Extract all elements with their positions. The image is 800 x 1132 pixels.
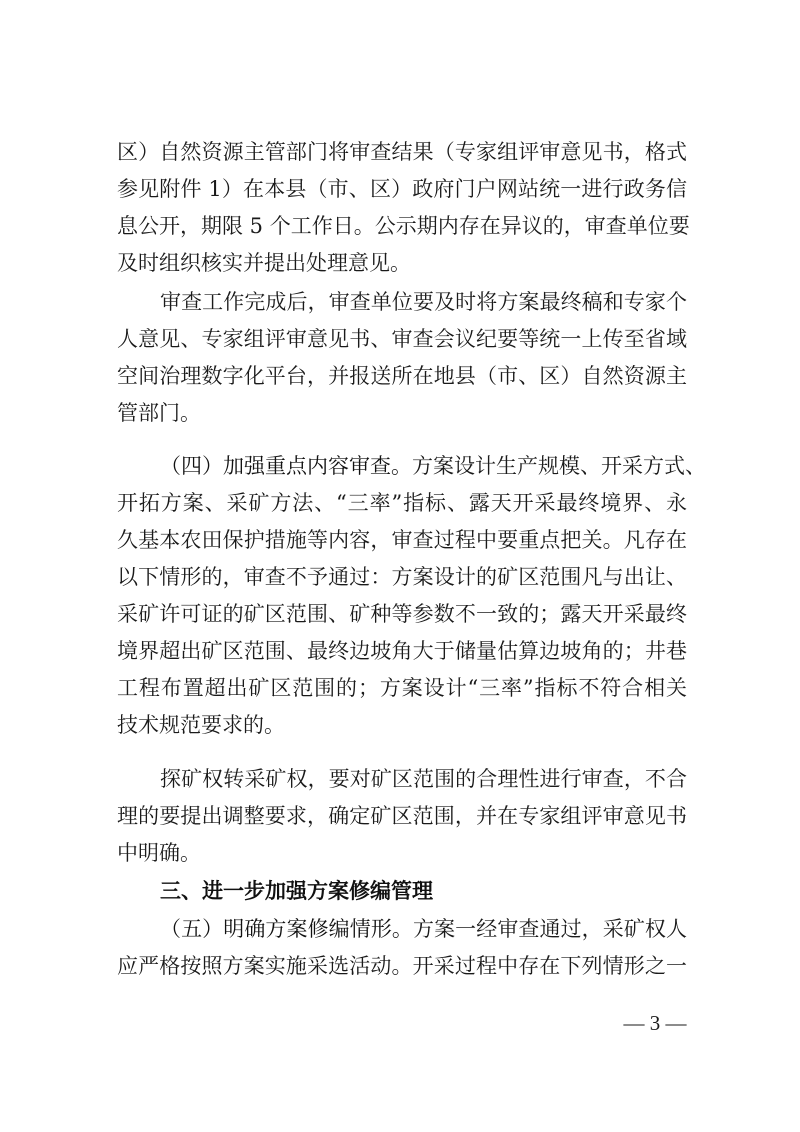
paragraph-start-line: 审查工作完成后，审查单位要及时将方案最终稿和专家个 bbox=[160, 290, 687, 314]
text-line: 理的要提出调整要求，确定矿区范围，并在专家组评审意见书 bbox=[117, 804, 687, 828]
text-line: 久基本农田保护措施等内容，审查过程中要重点把关。凡存在 bbox=[117, 528, 687, 552]
text-line: 工程布置超出矿区范围的；方案设计“三率”指标不符合相关 bbox=[117, 676, 687, 700]
text-line: 参见附件 1）在本县（市、区）政府门户网站统一进行政务信 bbox=[117, 177, 687, 201]
text-line: 空间治理数字化平台，并报送所在地县（市、区）自然资源主 bbox=[117, 364, 687, 388]
text-line: 采矿许可证的矿区范围、矿种等参数不一致的；露天开采最终 bbox=[117, 602, 687, 626]
text-line: 中明确。 bbox=[117, 841, 201, 865]
subsection-body: 方案设计生产规模、开采方式、 bbox=[412, 454, 706, 478]
text-line: 人意见、专家组评审意见书、审查会议纪要等统一上传至省域 bbox=[117, 327, 687, 351]
text-line: 区）自然资源主管部门将审查结果（专家组评审意见书，格式 bbox=[117, 140, 687, 164]
paragraph-start-line: 探矿权转采矿权，要对矿区范围的合理性进行审查，不合 bbox=[160, 767, 687, 791]
subsection-title-4: （四）加强重点内容审查。 bbox=[160, 454, 412, 478]
page-number: — 3 — bbox=[623, 1011, 687, 1035]
section-heading: 三、进一步加强方案修编管理 bbox=[160, 879, 433, 903]
text-line: 管部门。 bbox=[117, 401, 201, 425]
text-line: 及时组织核实并提出处理意见。 bbox=[117, 251, 411, 275]
subsection-5-line bbox=[160, 914, 687, 944]
text-line: 技术规范要求的。 bbox=[117, 713, 285, 737]
subsection-body: 方案一经审查通过，采矿权人 bbox=[413, 917, 687, 941]
text-line: 以下情形的，审查不予通过：方案设计的矿区范围凡与出让、 bbox=[117, 565, 687, 589]
text-line: 息公开，期限 5 个工作日。公示期内存在异议的，审查单位要 bbox=[117, 214, 690, 238]
text-line: 应严格按照方案实施采选活动。开采过程中存在下列情形之一 bbox=[117, 954, 687, 978]
subsection-title-5: （五）明确方案修编情形。 bbox=[160, 917, 413, 941]
subsection-4-line bbox=[160, 451, 706, 481]
text-line: 开拓方案、采矿方法、“三率”指标、露天开采最终境界、永 bbox=[117, 491, 687, 515]
text-line: 境界超出矿区范围、最终边坡角大于储量估算边坡角的；井巷 bbox=[117, 639, 687, 663]
